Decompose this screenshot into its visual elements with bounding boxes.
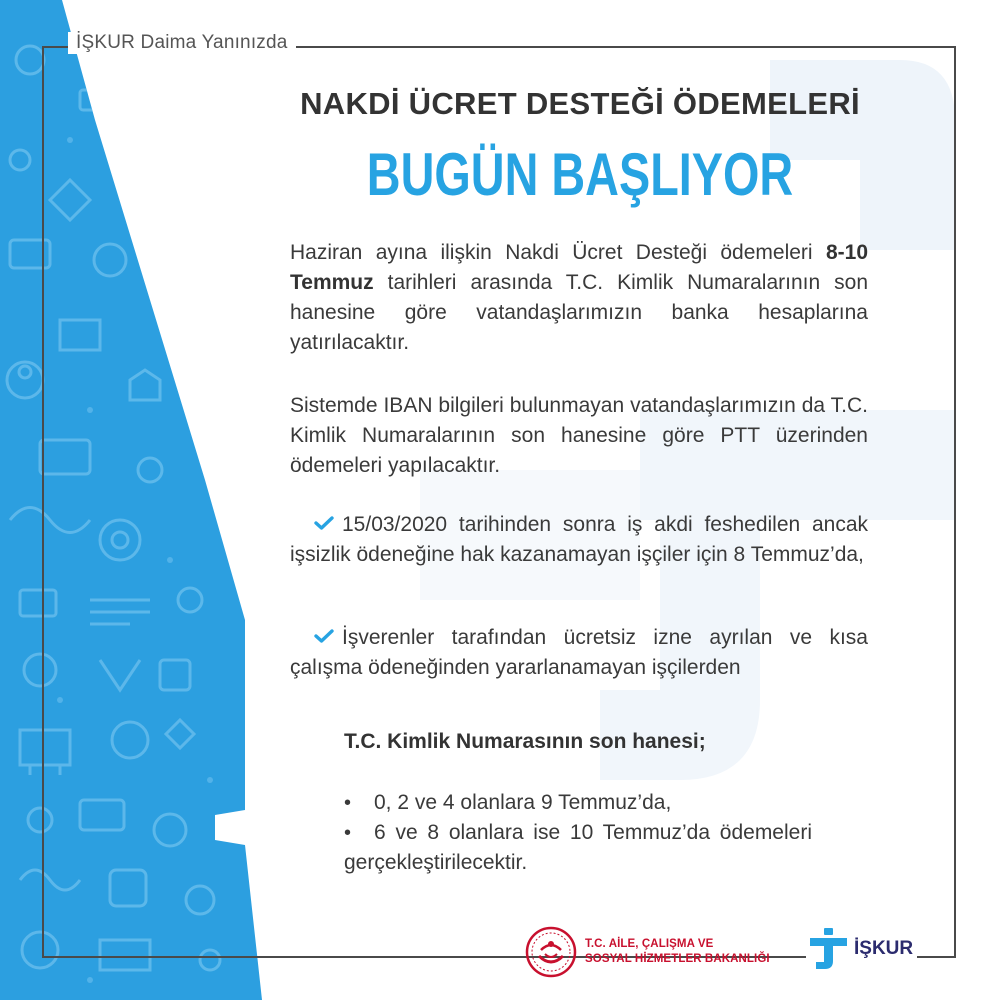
tagline: İŞKUR Daima Yanınızda [68, 32, 296, 54]
ministry-name-line-1: T.C. AİLE, ÇALIŞMA VE [585, 938, 714, 950]
paragraph-1-before: Haziran ayına ilişkin Nakdi Ücret Desteği ödemeleri [290, 241, 826, 264]
check-icon [314, 629, 334, 643]
list-item-text: 6 ve 8 olanlara ise 10 Temmuz’da ödemeleri gerçekleştirilecektir. [344, 821, 812, 874]
kimlik-section-title: T.C. Kimlik Numarasının son hanesi; [344, 730, 706, 753]
list-item [344, 788, 812, 818]
check-item [290, 510, 868, 570]
list-item [344, 818, 812, 878]
bullet-dot-icon: • [344, 822, 352, 844]
check-item [290, 623, 868, 683]
check-icon [314, 516, 334, 530]
iskur-label: İŞKUR [854, 938, 914, 959]
paragraph-payment-dates [290, 238, 868, 358]
paragraph-1-after: tarihleri arasında T.C. Kimlik Numaralarının son hanesine göre vatandaşlarımızın banka hesaplarına yatırılacaktır. [290, 271, 868, 354]
list-item-text: 0, 2 ve 4 olanlara 9 Temmuz’da, [374, 791, 672, 814]
ministry-name-line-2: SOSYAL HİZMETLER BAKANLIĞI [585, 953, 770, 965]
ministry-emblem-icon [525, 926, 577, 978]
page-subtitle: BUGÜN BAŞLIYOR [366, 141, 794, 208]
iskur-logo [806, 928, 917, 970]
check-item-text: 15/03/2020 tarihinden sonra iş akdi feshedilen ancak işsizlik ödeneğine hak kazanamayan işçiler için 8 Temmuz’da, [290, 513, 868, 566]
bullet-list [344, 788, 812, 878]
page-title: NAKDİ ÜCRET DESTEĞİ ÖDEMELERİ [300, 86, 860, 121]
bullet-dot-icon: • [344, 792, 352, 814]
paragraph-ptt-payment: Sistemde IBAN bilgileri bulunmayan vatandaşlarımızın da T.C. Kimlik Numaralarının son hanesine göre PTT üzerinden ödemeleri yapılacaktır. [290, 394, 868, 477]
check-item-text: İşverenler tarafından ücretsiz izne ayrılan ve kısa çalışma ödeneğinden yararlanamayan işçilerden [290, 626, 868, 679]
ministry-logo [525, 926, 770, 978]
paragraph-1-dates: 8-10 Temmuz [290, 241, 868, 294]
iskur-mark-icon [810, 928, 848, 970]
